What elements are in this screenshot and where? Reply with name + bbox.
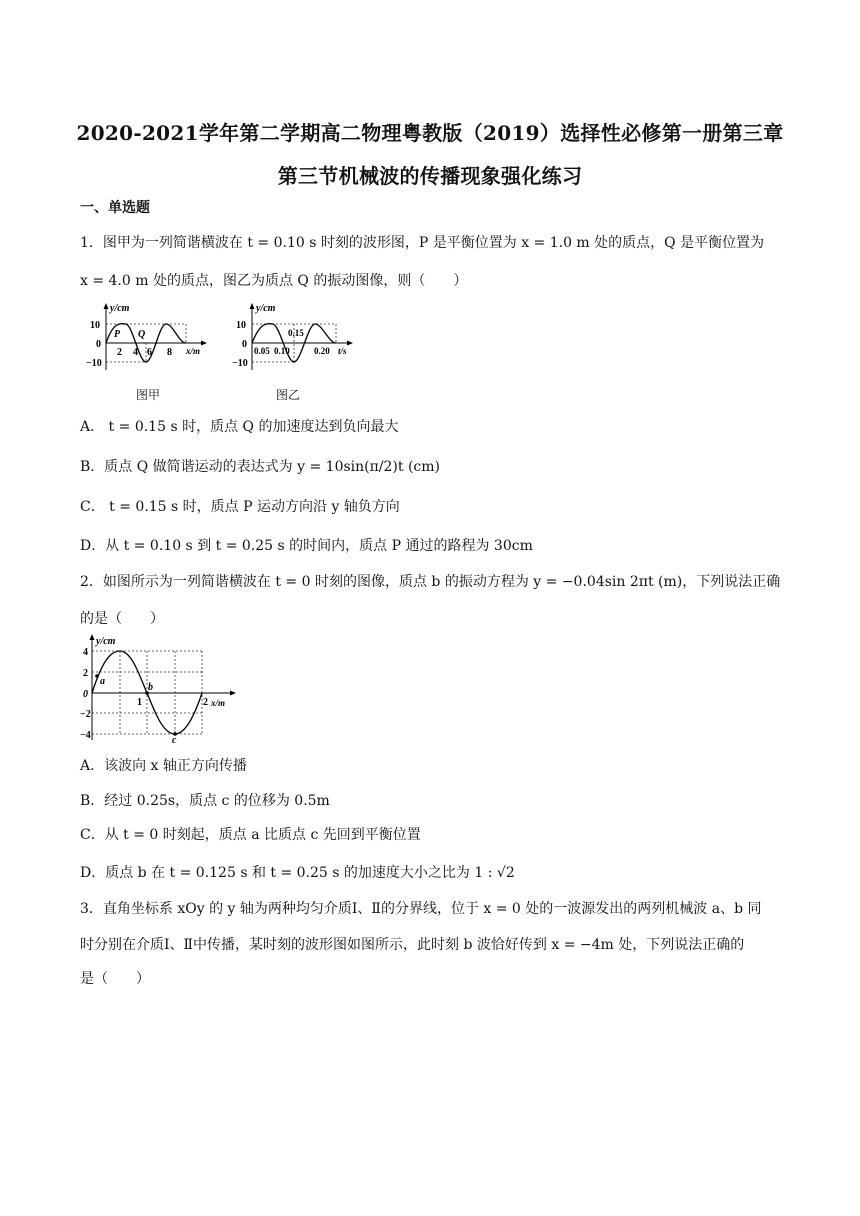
q1-option-c: C． t = 0.15 s 时，质点 P 运动方向沿 y 轴负方向 — [80, 499, 400, 515]
q3-stem-line1: 3．直角坐标系 xOy 的 y 轴为两种均匀介质Ⅰ、Ⅱ的分界线，位于 x = 0 处的一波源发出的两列机械波 a、b 同 — [80, 901, 762, 917]
q1a-ytick-0: 0 — [96, 339, 101, 350]
q3-stem-line2: 时分别在介质Ⅰ、Ⅱ中传播，某时刻的波形图如图所示，此时刻 b 波恰好传到 x = −4m 处，下列说法正确的 — [80, 937, 745, 953]
q1-stem-line1: 1．图甲为一列简谐横波在 t = 0.10 s 时刻的波形图，P 是平衡位置为 x = 1.0 m 处的质点，Q 是平衡位置为 — [80, 235, 765, 251]
document-title-line2: 第三节机械波的传播现象强化练习 — [277, 164, 583, 188]
q1-stem-line2: x = 4.0 m 处的质点，图乙为质点 Q 的振动图像，则（ ） — [80, 273, 468, 289]
q1b-xtick-010: 0.10 — [274, 346, 290, 356]
q2-xtick-1: 1 — [137, 697, 142, 708]
q2-ylabel: y/cm — [96, 636, 116, 647]
q1a-ytick-neg10: −10 — [86, 358, 102, 369]
q1b-ytick-10: 10 — [236, 320, 246, 331]
q2-ytick-2: 2 — [83, 668, 88, 679]
q1b-ylabel: y/cm — [256, 303, 276, 314]
q2-stem-line1: 2．如图所示为一列简谐横波在 t = 0 时刻的图像，质点 b 的振动方程为 y = −0.04sin 2πt (m)，下列说法正确 — [80, 574, 781, 590]
q2-ytick-4: 4 — [83, 647, 88, 658]
q1b-ytick-neg10: −10 — [232, 358, 248, 369]
q1b-xtick-015: 0.15 — [288, 328, 304, 338]
q2-stem-line2: 的是（ ） — [80, 611, 164, 627]
q2-option-c: C．从 t = 0 时刻起，质点 a 比质点 c 先回到平衡位置 — [80, 827, 421, 843]
q1a-point-p: P — [114, 329, 121, 340]
q1-option-a: A． t = 0.15 s 时，质点 Q 的加速度达到负向最大 — [80, 419, 399, 435]
q3-stem-line3: 是（ ） — [80, 971, 150, 987]
q1b-ytick-0: 0 — [242, 339, 247, 350]
q1a-point-q: Q — [138, 329, 146, 340]
q2-option-a: A．该波向 x 轴正方向传播 — [80, 758, 247, 774]
q1b-xlabel: t/s — [338, 346, 347, 356]
q1a-xtick-4: 4 — [133, 347, 138, 358]
q1-figure-b-caption: 图乙 — [276, 388, 301, 402]
q1-figure-a-caption: 图甲 — [136, 388, 161, 402]
q1a-xlabel: x/m — [186, 346, 201, 356]
q1a-ytick-10: 10 — [90, 320, 100, 331]
q1-figure-a — [86, 300, 216, 372]
q2-point-a: a — [100, 676, 105, 687]
q2-option-d: D．质点 b 在 t = 0.125 s 和 t = 0.25 s 的加速度大小之比为 1 : √2 — [80, 865, 515, 881]
q2-point-c: c — [172, 735, 177, 744]
q2-xlabel: x/m — [211, 698, 226, 708]
q1a-xtick-8: 8 — [167, 347, 172, 358]
q2-option-b: B．经过 0.25s，质点 c 的位移为 0.5m — [80, 793, 330, 809]
q1-option-d: D．从 t = 0.10 s 到 t = 0.25 s 的时间内，质点 P 通过的路程为 30cm — [80, 538, 533, 554]
q1a-xtick-2: 2 — [117, 347, 122, 358]
section-heading: 一、单选题 — [80, 200, 150, 216]
q1-option-b: B．质点 Q 做简谐运动的表达式为 y = 10sin(π/2)t (cm) — [80, 459, 441, 475]
q1b-xtick-020: 0.20 — [314, 346, 330, 356]
q2-point-b: b — [148, 682, 153, 693]
document-title-line1: 2020-2021学年第二学期高二物理粤教版（2019）选择性必修第一册第三章 — [76, 121, 784, 145]
q2-xtick-2: 2 — [203, 697, 208, 708]
q2-figure — [80, 632, 240, 744]
q1b-xtick-005: 0.05 — [254, 346, 270, 356]
q2-ytick-neg2: −2 — [80, 709, 91, 720]
q2-ytick-neg4: −4 — [80, 730, 91, 741]
q1a-xtick-6: 6 — [147, 347, 152, 358]
q1a-ylabel: y/cm — [110, 303, 130, 314]
q1-figure-b — [232, 300, 358, 372]
q2-origin: 0 — [83, 689, 88, 700]
